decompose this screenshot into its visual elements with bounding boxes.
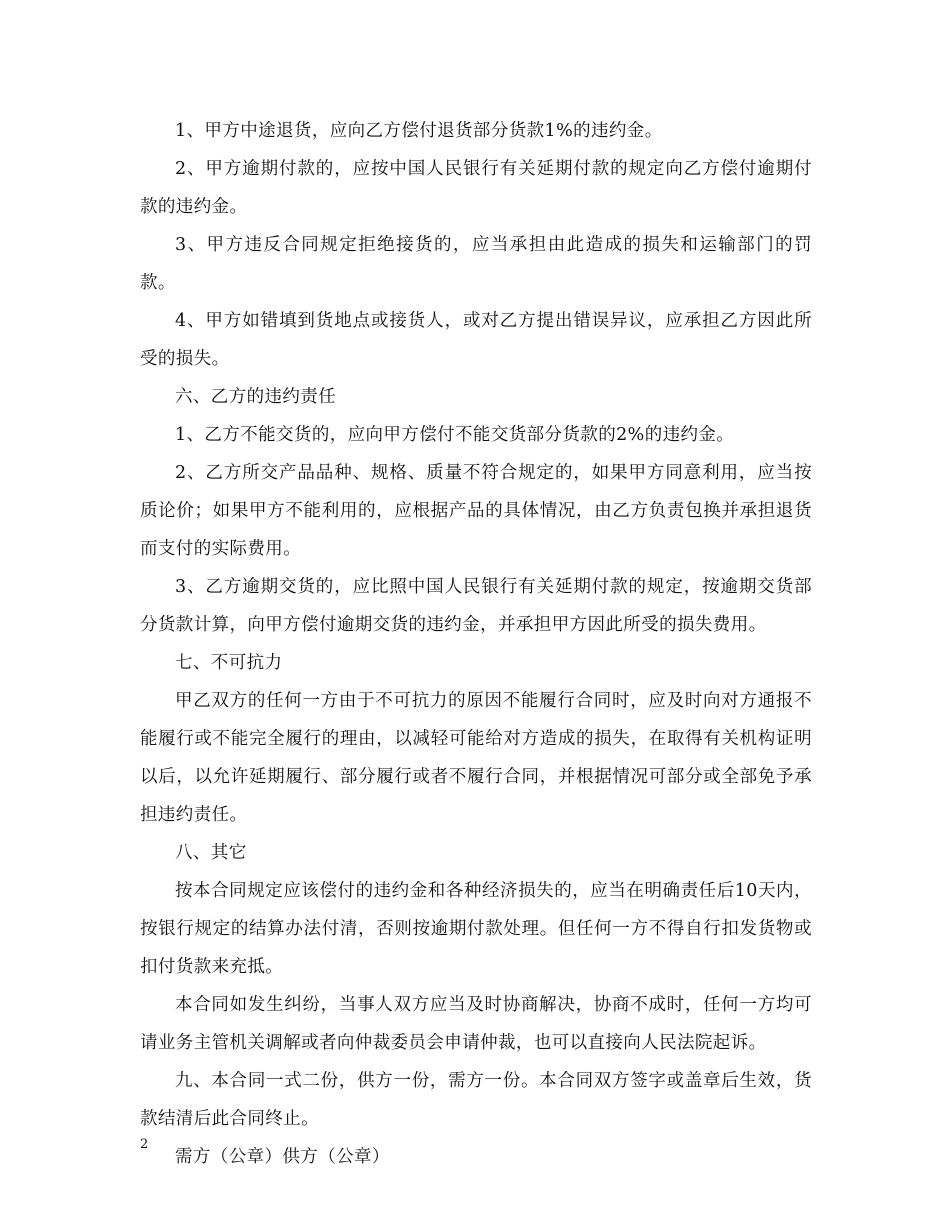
paragraph: 4、甲方如错填到货地点或接货人，或对乙方提出错误异议，应承担乙方因此所受的损失。: [140, 311, 812, 369]
paragraph: 1、乙方不能交货的，应向甲方偿付不能交货部分货款的2%的违约金。: [175, 425, 735, 445]
paragraph: 3、乙方逾期交货的，应比照中国人民银行有关延期付款的规定，按逾期交货部分货款计算，向甲方偿付逾期交货的违约金，并承担甲方因此所受的损失费用。: [140, 577, 812, 635]
paragraph: 按本合同规定应该偿付的违约金和各种经济损失的，应当在明确责任后10天内，按银行规定的结算办法付清，否则按逾期付款处理。但任何一方不得自行扣发货物或扣付货款来充抵。: [140, 881, 812, 977]
paragraph: 2、甲方逾期付款的，应按中国人民银行有关延期付款的规定向乙方偿付逾期付款的违约金。: [140, 159, 812, 217]
paragraph: 甲乙双方的任何一方由于不可抗力的原因不能履行合同时，应及时向对方通报不能履行或不能完全履行的理由，以减轻可能给对方造成的损失，在取得有关机构证明以后，以允许延期履行、部分履行或者不履行合同，并根据情况可部分或全部免予承担违约责任。: [140, 691, 812, 825]
section-heading: 八、其它: [175, 843, 247, 863]
paragraph: 2、乙方所交产品品种、规格、质量不符合规定的，如果甲方同意利用，应当按质论价；如果甲方不能利用的，应根据产品的具体情况，由乙方负责包换并承担退货而支付的实际费用。: [140, 463, 812, 559]
paragraph: 3、甲方违反合同规定拒绝接货的，应当承担由此造成的损失和运输部门的罚款。: [140, 235, 812, 293]
section-heading: 六、乙方的违约责任: [175, 387, 337, 407]
paragraph: 本合同如发生纠纷，当事人双方应当及时协商解决，协商不成时，任何一方均可请业务主管机关调解或者向仲裁委员会申请仲裁，也可以直接向人民法院起诉。: [140, 995, 812, 1053]
document-body: [140, 112, 812, 1176]
signature-line: 需方（公章）供方（公章）: [175, 1147, 390, 1167]
paragraph: 1、甲方中途退货，应向乙方偿付退货部分货款1%的违约金。: [175, 121, 663, 141]
paragraph: 九、本合同一式二份，供方一份，需方一份。本合同双方签字或盖章后生效，货款结清后此合同终止。: [140, 1071, 812, 1129]
page-number: 2: [140, 1137, 149, 1152]
section-heading: 七、不可抗力: [175, 653, 283, 673]
